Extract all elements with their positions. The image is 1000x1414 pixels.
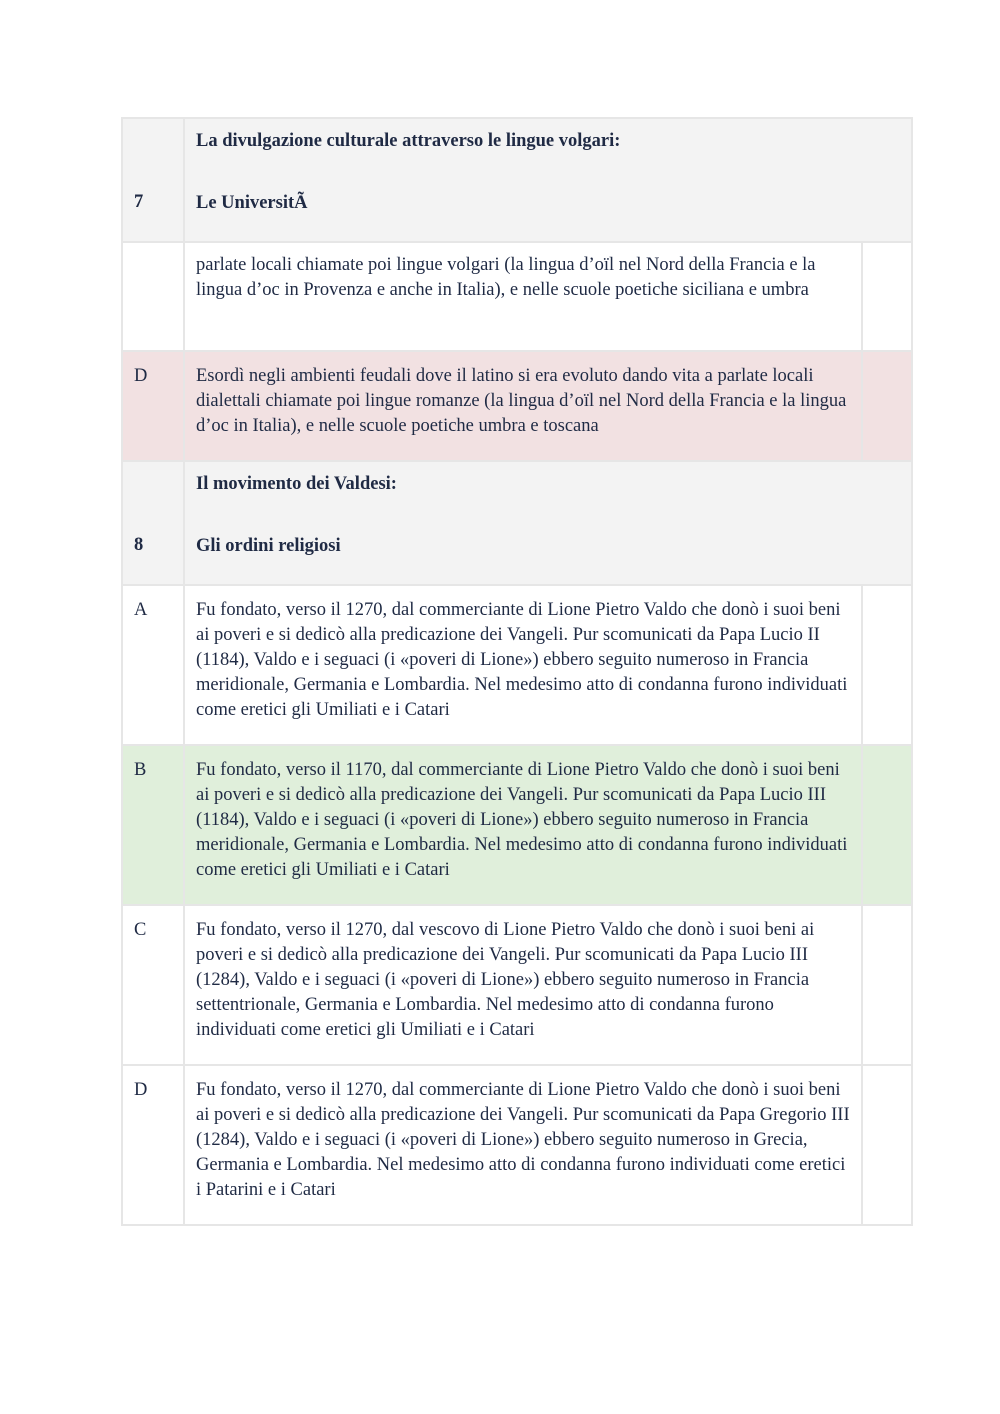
question-title: Il movimento dei Valdesi: [196,474,397,494]
question-topic: Gli ordini religiosi [196,536,341,556]
answer-mark-cell [862,745,912,905]
answer-mark-cell [862,351,912,461]
answer-row-wrong [122,351,912,461]
answer-text: Esordì negli ambienti feudali dove il latino si era evoluto dando vita a parlate locali dialettali chiamate poi lingue romanze (la lingua d’oïl nel Nord della Francia e la lingua d’oc in Italia), e nelle scuole poetiche umbra e toscana [184,351,862,461]
answer-letter: C [122,905,184,1065]
answer-text: Fu fondato, verso il 1270, dal commerciante di Lione Pietro Valdo che donò i suoi beni ai poveri e si dedicò alla predicazione dei Vangeli. Pur scomunicati da Papa Lucio II (1184), Valdo e i seguaci (i «poveri di Lione») ebbero seguito numeroso in Francia meridionale, Germania e Lombardia. Nel medesimo atto di condanna furono individuati come eretici gli Umiliati e i Catari [184,585,862,745]
question-title: La divulgazione culturale attraverso le lingue volgari: [196,131,621,151]
quiz-table [121,117,913,1226]
answer-row-correct [122,745,912,905]
answer-text: Fu fondato, verso il 1270, dal vescovo di Lione Pietro Valdo che donò i suoi beni ai poveri e si dedicò alla predicazione dei Vangeli. Pur scomunicati da Papa Lucio III (1284), Valdo e i seguaci (i «poveri di Lione») ebbero seguito numeroso in Francia settentrionale, Germania e Lombardia. Nel medesimo atto di condanna furono individuati come eretici gli Umiliati e i Catari [184,905,862,1065]
question-cell [184,118,912,242]
answer-row [122,242,912,351]
answer-row [122,905,912,1065]
answer-text: parlate locali chiamate poi lingue volgari (la lingua d’oïl nel Nord della Francia e la lingua d’oc in Provenza e anche in Italia), e nelle scuole poetiche siciliana e umbra [184,242,862,351]
answer-text: Fu fondato, verso il 1170, dal commerciante di Lione Pietro Valdo che donò i suoi beni ai poveri e si dedicò alla predicazione dei Vangeli. Pur scomunicati da Papa Lucio III (1184), Valdo e i seguaci (i «poveri di Lione») ebbero seguito numeroso in Francia meridionale, Germania e Lombardia. Nel medesimo atto di condanna furono individuati come eretici gli Umiliati e i Catari [184,745,862,905]
question-header-row [122,118,912,242]
answer-mark-cell [862,905,912,1065]
answer-mark-cell [862,1065,912,1225]
question-number: 7 [122,118,184,242]
answer-letter: B [122,745,184,905]
question-cell [184,461,912,585]
answer-text: Fu fondato, verso il 1270, dal commerciante di Lione Pietro Valdo che donò i suoi beni ai poveri e si dedicò alla predicazione dei Vangeli. Pur scomunicati da Papa Gregorio III (1284), Valdo e i seguaci (i «poveri di Lione») ebbero seguito numeroso in Grecia, Germania e Lombardia. Nel medesimo atto di condanna furono individuati come eretici i Patarini e i Catari [184,1065,862,1225]
answer-letter [122,242,184,351]
answer-mark-cell [862,242,912,351]
question-number: 8 [122,461,184,585]
answer-row [122,585,912,745]
answer-letter: D [122,1065,184,1225]
answer-letter: A [122,585,184,745]
answer-letter: D [122,351,184,461]
answer-row [122,1065,912,1225]
question-header-row [122,461,912,585]
question-topic: Le UniversitÃ [196,193,308,213]
answer-mark-cell [862,585,912,745]
